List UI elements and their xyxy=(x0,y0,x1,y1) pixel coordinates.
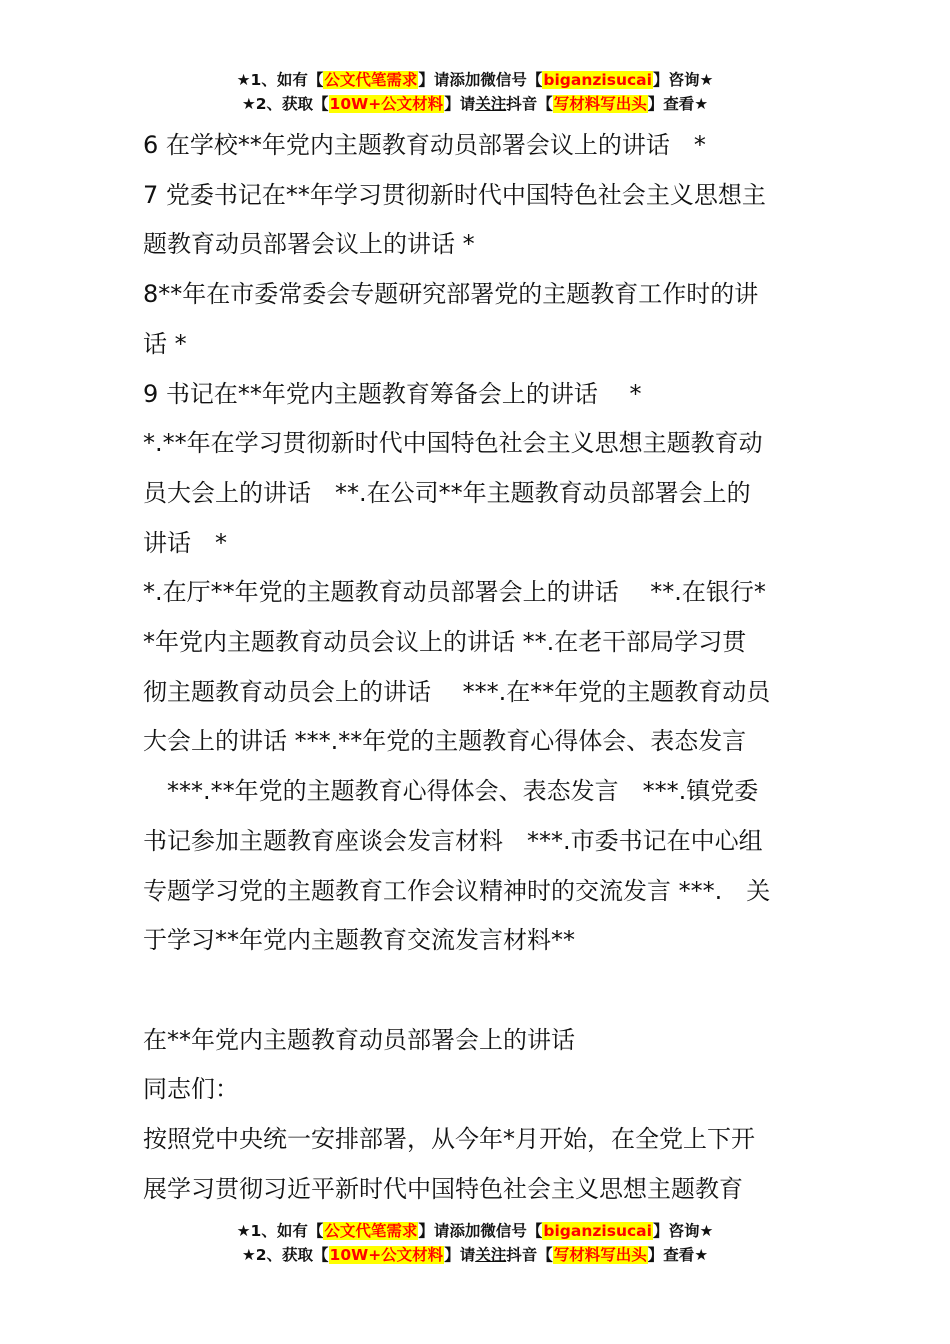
banner-line-2 xyxy=(0,92,950,116)
banner-text: 抖音【 xyxy=(506,95,553,113)
toc-line: ***.**年党的主题教育心得体会、表态发言 ***.镇党委 xyxy=(143,777,759,806)
banner-text-underlined: 关注 xyxy=(475,1246,507,1264)
footer-banner xyxy=(0,1219,950,1267)
highlight-service: 公文代笔需求 xyxy=(324,1222,418,1240)
speech-title: 在**年党内主题教育动员部署会上的讲话 xyxy=(143,1025,575,1054)
star-icon: ★ xyxy=(236,71,251,89)
highlight-materials: 10W+公文材料 xyxy=(329,1246,444,1264)
toc-line: 9 书记在**年党内主题教育筹备会上的讲话 * xyxy=(143,379,642,408)
toc-line: 员大会上的讲话 **.在公司**年主题教育动员部署会上的 xyxy=(143,478,751,507)
toc-line: 书记参加主题教育座谈会发言材料 ***.市委书记在中心组 xyxy=(143,826,763,855)
banner-text: 】请 xyxy=(418,71,450,89)
banner-text: 添加 xyxy=(449,71,481,89)
banner-text: 】请 xyxy=(444,95,476,113)
toc-line: *.**年在学习贯彻新时代中国特色社会主义思想主题教育动 xyxy=(143,429,763,458)
banner-text: 微信号【 xyxy=(480,71,543,89)
banner-text: 】咨询★ xyxy=(652,71,714,89)
highlight-douyin-id: 写材料写出头 xyxy=(553,1246,647,1264)
blank-line xyxy=(143,966,809,1016)
banner-text: 】请 xyxy=(444,1246,476,1264)
banner-text: 2、获取【 xyxy=(255,95,329,113)
toc-line: 话 * xyxy=(143,329,187,358)
salutation: 同志们： xyxy=(143,1075,239,1104)
toc-line: 7 党委书记在**年学习贯彻新时代中国特色社会主义思想主 xyxy=(143,180,766,209)
banner-line-2 xyxy=(0,1243,950,1267)
paragraph-line: 展学习贯彻习近平新时代中国特色社会主义思想主题教育 xyxy=(143,1174,743,1203)
banner-line-1 xyxy=(0,68,950,92)
highlight-wechat-id: biganzisucai xyxy=(543,71,652,89)
toc-line: 于学习**年党内主题教育交流发言材料** xyxy=(143,926,575,955)
star-icon: ★ xyxy=(241,1246,256,1264)
document-body xyxy=(143,121,809,1214)
toc-line: 题教育动员部署会议上的讲话 * xyxy=(143,230,475,259)
toc-line: 讲话 * xyxy=(143,528,227,557)
paragraph-line: 按照党中央统一安排部署，从今年*月开始，在全党上下开 xyxy=(143,1125,755,1154)
toc-line: *.在厅**年党的主题教育动员部署会上的讲话 **.在银行* xyxy=(143,578,766,607)
toc-line: 6 在学校**年党内主题教育动员部署会议上的讲话 * xyxy=(143,131,706,159)
star-icon: ★ xyxy=(236,1222,251,1240)
toc-line: 大会上的讲话 ***.**年党的主题教育心得体会、表态发言 xyxy=(143,727,747,756)
banner-text: 2、获取【 xyxy=(255,1246,329,1264)
banner-text-underlined: 关注 xyxy=(475,95,507,113)
star-icon: ★ xyxy=(241,95,256,113)
banner-text: 】咨询★ xyxy=(652,1222,714,1240)
header-banner xyxy=(0,68,950,116)
banner-text: 添加 xyxy=(449,1222,481,1240)
banner-text: 】查看★ xyxy=(647,1246,709,1264)
toc-line: 专题学习党的主题教育工作会议精神时的交流发言 ***. 关 xyxy=(143,876,771,905)
banner-text: 抖音【 xyxy=(506,1246,553,1264)
highlight-materials: 10W+公文材料 xyxy=(329,95,444,113)
highlight-douyin-id: 写材料写出头 xyxy=(553,95,647,113)
toc-line: 彻主题教育动员会上的讲话 ***.在**年党的主题教育动员 xyxy=(143,677,771,706)
highlight-service: 公文代笔需求 xyxy=(324,71,418,89)
banner-text: 1、如有【 xyxy=(250,1222,324,1240)
highlight-wechat-id: biganzisucai xyxy=(543,1222,652,1240)
banner-text: 】请 xyxy=(418,1222,450,1240)
banner-line-1 xyxy=(0,1219,950,1243)
toc-line: 8**年在市委常委会专题研究部署党的主题教育工作时的讲 xyxy=(143,280,759,309)
banner-text: 微信号【 xyxy=(480,1222,543,1240)
toc-line: *年党内主题教育动员会议上的讲话 **.在老干部局学习贯 xyxy=(143,628,747,657)
banner-text: 】查看★ xyxy=(647,95,709,113)
banner-text: 1、如有【 xyxy=(250,71,324,89)
